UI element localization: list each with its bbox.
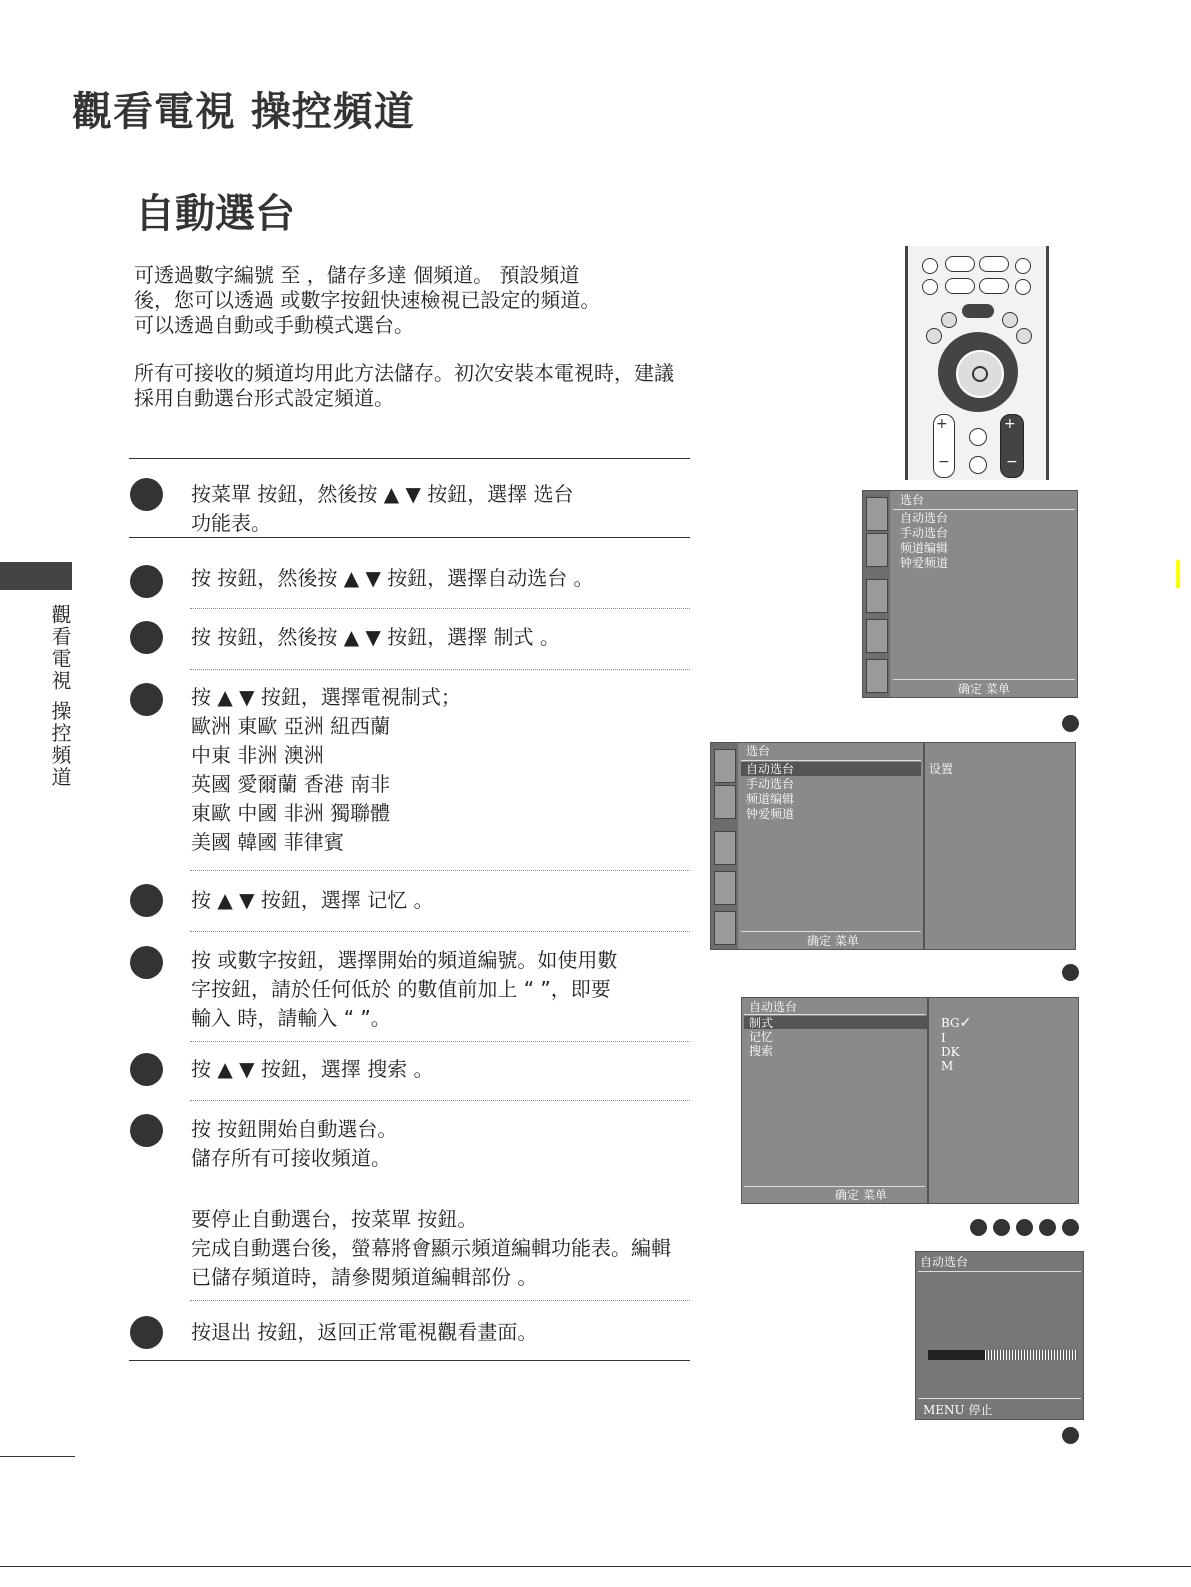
step-marker xyxy=(130,621,163,654)
osd-submenu-item: 设置 xyxy=(929,762,954,776)
menu-button xyxy=(962,304,994,318)
step-5 xyxy=(191,886,434,915)
top-rule xyxy=(129,458,690,459)
page-header-title: 觀看電視 操控頻道 xyxy=(72,89,415,135)
step-line: 字按鈕，請於任何低於 的數值前加上 “ ”，即要 xyxy=(191,977,611,1001)
osd-title: 自动选台 xyxy=(749,1000,798,1014)
picture-icon xyxy=(866,533,888,567)
fav-button xyxy=(969,428,987,446)
skip-back-button xyxy=(922,279,938,295)
divider xyxy=(190,870,690,871)
osd-divider xyxy=(744,1014,925,1015)
osd-divider xyxy=(744,1186,925,1187)
step-line: 按 按鈕開始自動選台。 xyxy=(191,1117,398,1141)
intro-line: 採用自動選台形式設定頻道。 xyxy=(134,386,394,410)
step-9 xyxy=(191,1318,537,1347)
osd-item: 钟爱频道 xyxy=(900,556,949,570)
osd-options-panel xyxy=(928,997,1079,1204)
plus-icon: + xyxy=(936,416,948,432)
chapter-tab xyxy=(0,562,72,590)
osd-title: 自动选台 xyxy=(920,1255,969,1269)
info-button xyxy=(1016,328,1032,344)
antenna-icon xyxy=(714,749,736,783)
intro-line: 可透過數字編號 至 ，儲存多達 個頻道。 預設頻道 xyxy=(134,263,580,287)
step-line: 東歐 中國 非洲 獨聯體 xyxy=(191,801,391,825)
osd-footer: 确定 菜单 xyxy=(835,1188,887,1202)
step-badge xyxy=(1039,1219,1056,1236)
osd-divider xyxy=(893,509,1075,510)
osd-item: 钟爱频道 xyxy=(746,807,795,821)
step-6 xyxy=(191,946,617,1033)
divider xyxy=(190,608,690,609)
play-button xyxy=(945,256,975,272)
step-7 xyxy=(191,1055,434,1084)
skip-forward-button xyxy=(1015,279,1031,295)
divider xyxy=(190,1041,690,1042)
intro-line: 所有可接收的頻道均用此方法儲存。初次安裝本電視時，建議 xyxy=(134,361,674,385)
antenna-icon xyxy=(866,497,888,531)
notes xyxy=(191,1205,671,1292)
divider xyxy=(190,1100,690,1101)
intro-paragraph xyxy=(134,263,600,338)
pause-button xyxy=(979,256,1009,272)
plus-icon: + xyxy=(1004,416,1016,432)
step-line: 儲存所有可接收頻道。 xyxy=(191,1146,391,1170)
step-line: 輸入 時，請輸入 “ ”。 xyxy=(191,1006,391,1030)
note-line: 完成自動選台後，螢幕將會顯示頻道編輯功能表。編輯 xyxy=(191,1236,671,1260)
option-icon xyxy=(866,659,888,693)
osd-menu-channel xyxy=(862,490,1078,698)
option-icon xyxy=(714,911,736,945)
step-3 xyxy=(191,623,560,652)
intro-line: 後，您可以透過 或數字按鈕快速檢視已設定的頻道。 xyxy=(134,288,601,312)
step-badge xyxy=(1062,715,1079,732)
step-marker xyxy=(130,565,163,598)
step-8 xyxy=(191,1115,397,1173)
step-2 xyxy=(191,564,594,593)
page-edge-marker xyxy=(1176,560,1180,588)
exit-button xyxy=(1002,312,1018,328)
page-bottom-rule xyxy=(0,1566,1191,1567)
q-view-button xyxy=(926,328,942,344)
divider xyxy=(190,1300,690,1301)
osd-item: 自动选台 xyxy=(900,511,949,525)
forward-button xyxy=(979,278,1009,294)
osd-item: 手动选台 xyxy=(900,526,949,540)
osd-divider xyxy=(893,679,1075,680)
osd-icon-bar xyxy=(711,743,738,949)
step-badge xyxy=(1062,1219,1079,1236)
step-marker xyxy=(130,478,163,511)
osd-option: M xyxy=(941,1059,954,1073)
osd-divider xyxy=(918,1398,1081,1399)
osd-autotune-progress xyxy=(915,1251,1084,1420)
step-line: 按 或數字按鈕，選擇開始的頻道編號。如使用數 xyxy=(191,948,618,972)
step-4 xyxy=(191,683,461,857)
osd-item: 制式 xyxy=(749,1016,774,1030)
osd-item: 自动选台 xyxy=(746,762,795,776)
osd-item: 频道编辑 xyxy=(746,792,795,806)
step-line: 按菜單 按鈕，然後按 ▲ ▼ 按鈕，選擇 选台 xyxy=(191,482,574,506)
sound-icon xyxy=(866,579,888,613)
remote-control xyxy=(905,246,1049,480)
ok-icon xyxy=(972,366,988,382)
osd-submenu-panel xyxy=(924,742,1076,950)
osd-item: 搜索 xyxy=(749,1044,774,1058)
step-line: 歐洲 東歐 亞洲 紐西蘭 xyxy=(191,714,391,738)
bottom-rule xyxy=(129,1360,690,1361)
step-badge xyxy=(993,1219,1010,1236)
step-marker xyxy=(130,884,163,917)
osd-option: DK xyxy=(941,1045,960,1059)
step-badge xyxy=(970,1219,987,1236)
progress-track xyxy=(928,1350,1078,1360)
step-line: 按退出 按鈕，返回正常電視觀看畫面。 xyxy=(191,1320,538,1344)
step-line: 美國 韓國 菲律賓 xyxy=(191,830,344,854)
step-marker xyxy=(130,946,163,979)
divider xyxy=(190,931,690,932)
progress-fill xyxy=(928,1350,985,1360)
step-line: 按 ▲ ▼ 按鈕，選擇 记忆 。 xyxy=(191,888,434,912)
intro-paragraph-2 xyxy=(134,361,674,411)
time-icon xyxy=(866,619,888,653)
osd-item: 记忆 xyxy=(749,1030,774,1044)
step-1 xyxy=(191,480,574,538)
rewind-button xyxy=(945,278,975,294)
osd-title: 选台 xyxy=(746,744,771,758)
step-badge xyxy=(1062,1427,1079,1444)
step-line: 按 ▲ ▼ 按鈕，選擇電視制式； xyxy=(191,685,461,709)
step-marker xyxy=(130,1316,163,1349)
osd-divider xyxy=(741,931,921,932)
step-line: 按 ▲ ▼ 按鈕，選擇 搜索 。 xyxy=(191,1057,434,1081)
step-marker xyxy=(130,1114,163,1147)
step-line: 按 按鈕，然後按 ▲ ▼ 按鈕，選擇 制式 。 xyxy=(191,625,560,649)
osd-icon-bar xyxy=(863,491,890,697)
step-marker xyxy=(130,1053,163,1086)
mute-button xyxy=(969,456,987,474)
osd-divider xyxy=(741,760,921,761)
osd-option: I xyxy=(941,1031,946,1045)
osd-footer: MENU 停止 xyxy=(923,1403,993,1417)
osd-option-label: BG xyxy=(941,1016,960,1030)
step-line: 功能表。 xyxy=(191,511,271,535)
check-icon: ✓ xyxy=(959,1015,972,1031)
osd-menu-autotune-select xyxy=(710,742,924,950)
sidebar-vertical-title: 觀看電視 操控頻道 xyxy=(48,604,72,789)
step-marker xyxy=(130,683,163,716)
osd-item: 手动选台 xyxy=(746,777,795,791)
step-line: 英國 愛爾蘭 香港 南非 xyxy=(191,772,391,796)
osd-footer: 确定 菜单 xyxy=(807,934,859,948)
divider xyxy=(190,669,690,670)
sidebar-bottom-rule xyxy=(0,1456,75,1457)
minus-icon: − xyxy=(938,454,950,470)
note-line: 要停止自動選台，按菜單 按鈕。 xyxy=(191,1207,478,1231)
minus-icon: − xyxy=(1006,454,1018,470)
picture-icon xyxy=(714,785,736,819)
time-icon xyxy=(714,871,736,905)
stop-button xyxy=(922,258,938,274)
list-button xyxy=(941,312,957,328)
note-line: 已儲存頻道時，請參閱頻道編輯部份 。 xyxy=(191,1265,538,1289)
step-badge xyxy=(1016,1219,1033,1236)
step-line: 中東 非洲 澳洲 xyxy=(191,743,324,767)
sound-icon xyxy=(714,831,736,865)
intro-line: 可以透過自動或手動模式選台。 xyxy=(134,313,414,337)
osd-divider xyxy=(918,1271,1081,1272)
record-button xyxy=(1015,258,1031,274)
osd-option xyxy=(941,1016,971,1030)
section-title: 自動選台 xyxy=(135,191,295,237)
step-badge xyxy=(1062,964,1079,981)
osd-footer: 确定 菜单 xyxy=(958,682,1010,696)
step-line: 按 按鈕，然後按 ▲ ▼ 按鈕，選擇自动选台 。 xyxy=(191,566,594,590)
osd-item: 频道编辑 xyxy=(900,541,949,555)
osd-menu-autotune xyxy=(741,997,928,1204)
osd-title: 选台 xyxy=(900,493,925,507)
